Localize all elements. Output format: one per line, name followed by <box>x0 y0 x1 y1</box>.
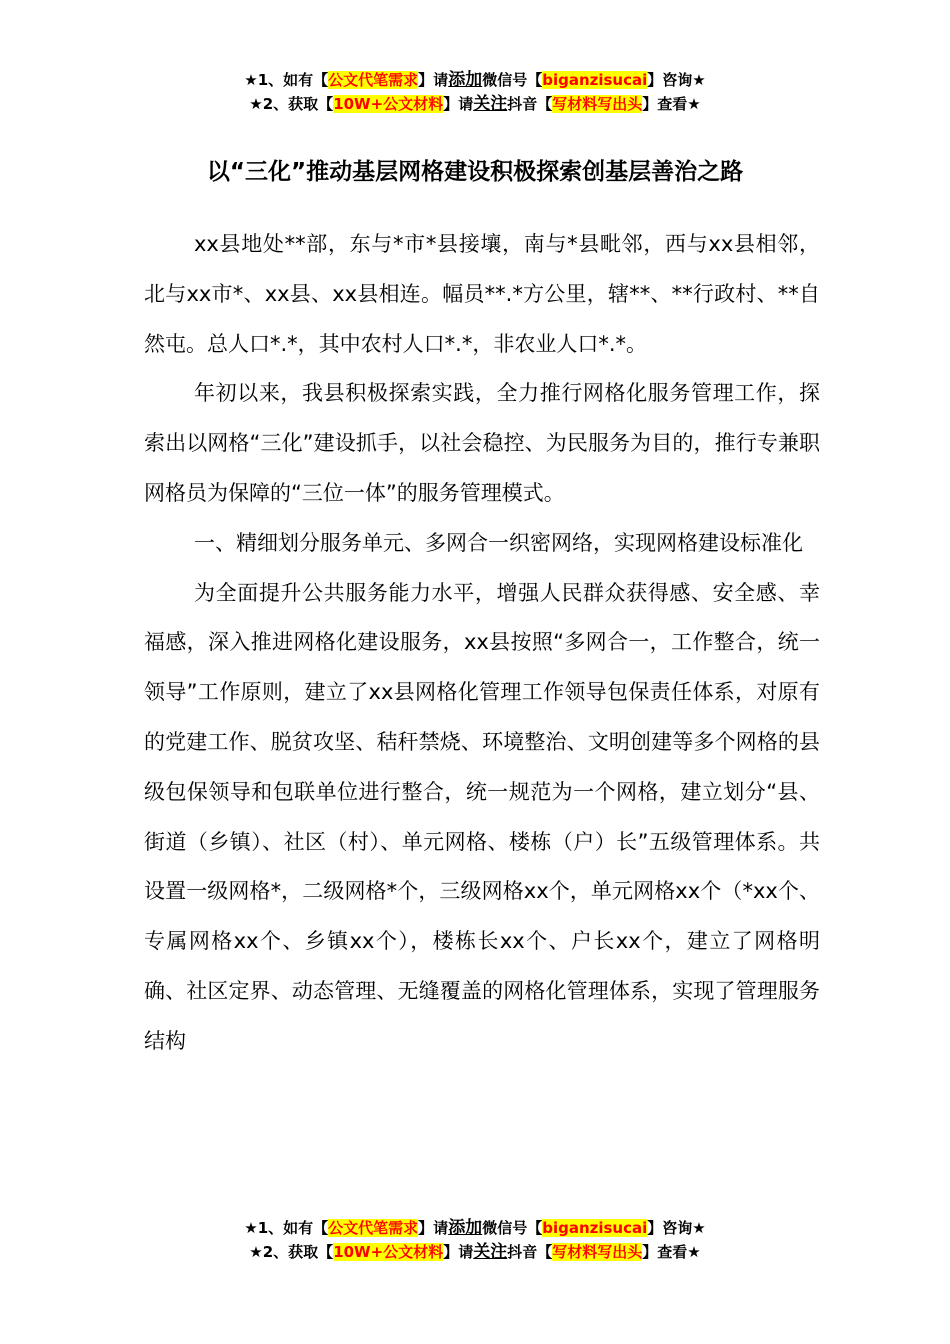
banner-highlight: 10W+公文材料 <box>333 95 444 113</box>
banner-emphasis: 添加 <box>448 70 483 90</box>
banner-wechat-id: biganzisucai <box>542 1219 648 1237</box>
banner-text: 】请 <box>443 95 474 113</box>
banner-line-1 <box>0 1216 950 1240</box>
banner-text: 微信号【 <box>482 1219 543 1237</box>
banner-douyin-name: 写材料写出头 <box>552 95 643 113</box>
banner-line-2 <box>0 1240 950 1264</box>
paragraph: 为全面提升公共服务能力水平，增强人民群众获得感、安全感、幸福感，深入推进网格化建设服务，xx县按照“多网合一，工作整合，统一领导”工作原则，建立了xx县网格化管理工作领导包保责任体系，对原有的党建工作、脱贫攻坚、秸秆禁烧、环境整治、文明创建等多个网格的县级包保领导和包联单位进行整合，统一规范为一个网格，建立划分“县、街道（乡镇）、社区（村）、单元网格、楼栋（户）长”五级管理体系。共设置一级网格*，二级网格*个，三级网格xx个，单元网格xx个（*xx个、专属网格xx个、乡镇xx个），楼栋长xx个、户长xx个，建立了网格明确、社区定界、动态管理、无缝覆盖的网格化管理体系，实现了管理服务结构 <box>144 580 820 1053</box>
section-heading: 一、精细划分服务单元、多网合一织密网络，实现网格建设标准化 <box>194 530 803 555</box>
banner-douyin-name: 写材料写出头 <box>552 1243 643 1261</box>
banner-text: 微信号【 <box>482 71 543 89</box>
banner-text: 】查看★ <box>642 1243 701 1261</box>
document-body <box>144 220 820 1067</box>
banner-highlight: 10W+公文材料 <box>333 1243 444 1261</box>
banner-text: 】咨询★ <box>647 1219 706 1237</box>
banner-text: ★2、获取【 <box>249 95 334 113</box>
banner-text: 】请 <box>418 71 449 89</box>
banner-text: 】咨询★ <box>647 71 706 89</box>
banner-highlight: 公文代笔需求 <box>328 71 419 89</box>
banner-text: ★2、获取【 <box>249 1243 334 1261</box>
document-title: 以“三化”推动基层网格建设积极探索创基层善治之路 <box>206 159 744 185</box>
banner-line-1 <box>0 68 950 92</box>
banner-text: 抖音【 <box>507 1243 553 1261</box>
banner-emphasis: 关注 <box>473 94 508 114</box>
paragraph: 年初以来，我县积极探索实践，全力推行网格化服务管理工作，探索出以网格“三化”建设抓手，以社会稳控、为民服务为目的，推行专兼职网格员为保障的“三位一体”的服务管理模式。 <box>144 381 820 505</box>
footer-banner <box>0 1216 950 1264</box>
banner-emphasis: 关注 <box>473 1242 508 1262</box>
header-banner <box>0 68 950 116</box>
banner-text: ★1、如有【 <box>244 1219 329 1237</box>
banner-text: 】请 <box>418 1219 449 1237</box>
banner-wechat-id: biganzisucai <box>542 71 648 89</box>
banner-text: 】查看★ <box>642 95 701 113</box>
banner-highlight: 公文代笔需求 <box>328 1219 419 1237</box>
banner-text: 抖音【 <box>507 95 553 113</box>
banner-text: 】请 <box>443 1243 474 1261</box>
paragraph: xx县地处**部，东与*市*县接壤，南与*县毗邻，西与xx县相邻，北与xx市*、xx县、xx县相连。幅员**.*方公里，辖**、**行政村、**自然屯。总人口*.*，其中农村人口*.*，非农业人口*.*。 <box>144 232 820 356</box>
banner-line-2 <box>0 92 950 116</box>
banner-text: ★1、如有【 <box>244 71 329 89</box>
banner-emphasis: 添加 <box>448 1218 483 1238</box>
